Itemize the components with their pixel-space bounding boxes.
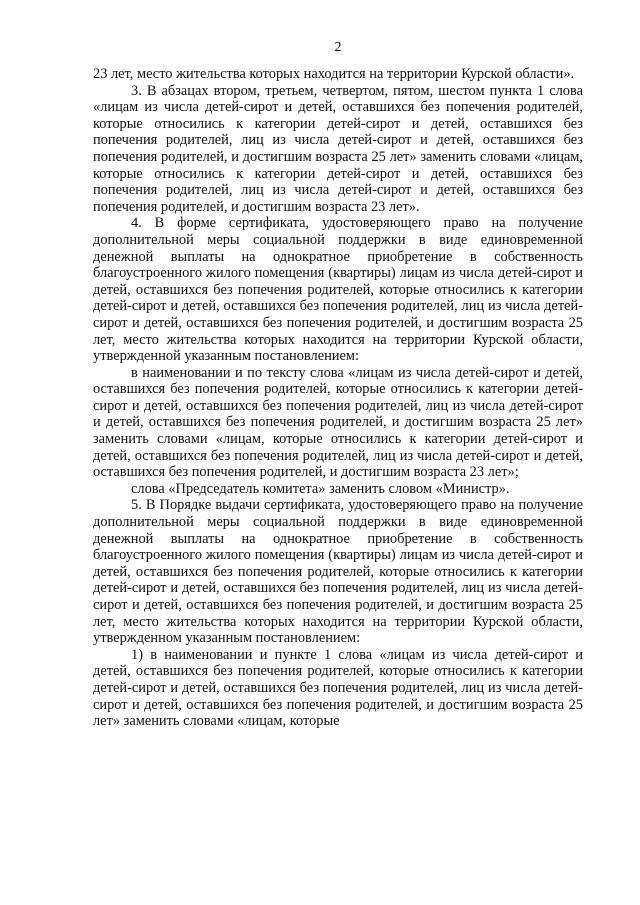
- paragraph-item-5-sub-1: 1) в наименовании и пункте 1 слова «лицам из числа детей-сирот и детей, оставшихся без попечения родителей, которые относились к категории детей-сирот и детей, оставшихся без попечения родителей, лиц из числа детей-сирот и детей, оставшихся без попечения родителей, и достигшим возраста 25 лет» заменить словами «лицам, которые: [93, 646, 583, 730]
- paragraph-item-4: 4. В форме сертификата, удостоверяющего право на получение дополнительной меры социальной поддержки в виде единовременной денежной выплаты на однократное приобретение в собственность благоустроенного жилого помещения (квартиры) лицам из числа детей-сирот и детей, оставшихся без попечения родителей, которые относились к категории детей-сирот и детей, оставшихся без попечения родителей, лиц из числа детей-сирот и детей, оставшихся без попечения родителей, и достигшим возраста 25 лет, место жительства которых находится на территории Курской области, утвержденной указанным постановлением:: [93, 215, 583, 365]
- paragraph-continuation: 23 лет, место жительства которых находится на территории Курской области».: [93, 66, 575, 82]
- paragraph-item-5: 5. В Порядке выдачи сертификата, удостоверяющего право на получение дополнительной меры социальной поддержки в виде единовременной денежной выплаты на однократное приобретение в собственность благоустроенного жилого помещения (квартиры) лицам из числа детей-сирот и детей, оставшихся без попечения родителей, которые относились к категории детей-сирот и детей, оставшихся без попечения родителей, лиц из числа детей-сирот и детей, оставшихся без попечения родителей, и достигшим возраста 25 лет, место жительства которых находится на территории Курской области, утвержденном указанным постановлением:: [93, 497, 583, 647]
- paragraph-item-4-title-change: слова «Председатель комитета» заменить словом «Министр».: [131, 480, 510, 497]
- paragraph-item-4-name-change: в наименовании и по тексту слова «лицам из числа детей-сирот и детей, оставшихся без попечения родителей, которые относились к категории детей-сирот и детей, оставшихся без попечения родителей, лиц из числа детей-сирот и детей, оставшихся без попечения родителей, и достигшим возраста 25 лет» заменить словами «лицам, которые относились к категории детей-сирот и детей, оставшихся без попечения родителей, лиц из числа детей-сирот и детей, оставшихся без попечения родителей, и достигшим возраста 23 лет»;: [93, 364, 583, 481]
- page-number: 2: [334, 40, 342, 55]
- paragraph-item-3: 3. В абзацах втором, третьем, четвертом, пятом, шестом пункта 1 слова «лицам из числа детей-сирот и детей, оставшихся без попечения родителей, которые относились к категории детей-сирот и детей, оставшихся без попечения родителей, лиц из числа детей-сирот и детей, оставшихся без попечения родителей, и достигшим возраста 25 лет» заменить словами «лицам, которые относились к категории детей-сирот и детей, оставшихся без попечения родителей, лиц из числа детей-сирот и детей, оставшихся без попечения родителей, и достигшим возраста 23 лет».: [93, 82, 583, 215]
